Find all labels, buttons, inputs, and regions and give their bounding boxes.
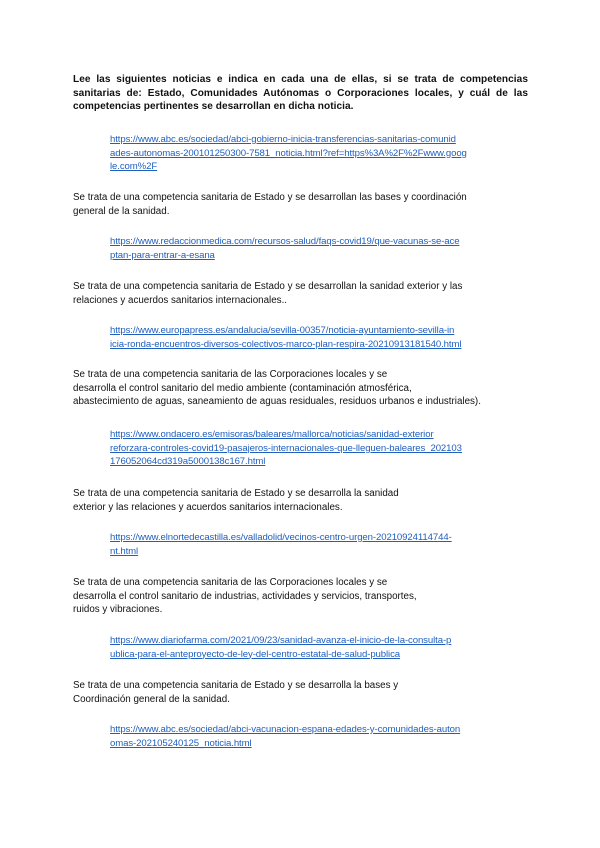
link-line: le.com%2F — [110, 161, 158, 173]
news-link-7[interactable] — [110, 723, 528, 750]
news-link-5[interactable] — [110, 531, 528, 558]
link-line: https://www.elnortedecastilla.es/valladolid/vecinos-centro-urgen-20210924114744- — [110, 532, 452, 543]
answer-line: Se trata de una competencia sanitaria de Estado y se desarrolla la sanidad — [73, 488, 399, 499]
link-line: https://www.europapress.es/andalucia/sevilla-00357/noticia-ayuntamiento-sevilla-in — [110, 325, 455, 336]
answer-line: Se trata de una competencia sanitaria de Estado y se desarrollan la sanidad exterior y las — [73, 281, 463, 292]
news-link-2[interactable] — [110, 235, 528, 262]
answer-4 — [73, 487, 528, 514]
news-link-3[interactable] — [110, 324, 528, 351]
link-line: nt.html — [110, 545, 139, 557]
link-line: ptan-para-entrar-a-esana — [110, 249, 215, 261]
answer-3 — [73, 368, 528, 409]
answer-line: Coordinación general de la sanidad. — [73, 693, 230, 705]
answer-line: abastecimiento de aguas, saneamiento de aguas residuales, residuos urbanos e industriales). — [73, 396, 481, 408]
link-line: ublica-para-el-anteproyecto-de-ley-del-centro-estatal-de-salud-publica — [110, 648, 401, 660]
answer-line: desarrolla el control sanitario de industrias, actividades y servicios, transportes, — [73, 590, 417, 602]
news-link-6[interactable] — [110, 634, 528, 661]
news-link-1[interactable] — [110, 133, 528, 174]
answer-line: Se trata de una competencia sanitaria de las Corporaciones locales y se — [73, 577, 388, 588]
link-line: ades-autonomas-200101250300-7581_noticia.html?ref=https%3A%2F%2Fwww.goog — [110, 147, 467, 159]
answer-line: exterior y las relaciones y acuerdos sanitarios internacionales. — [73, 501, 343, 513]
link-line: reforzara-controles-covid19-pasajeros-internacionales-que-lleguen-baleares_202103 — [110, 442, 462, 454]
link-line: 176052064cd319a5000138c167.html — [110, 456, 266, 468]
answer-5 — [73, 576, 528, 617]
link-line: https://www.ondacero.es/emisoras/baleares/mallorca/noticias/sanidad-exterior — [110, 429, 434, 440]
link-line: omas-202105240125_noticia.html — [110, 737, 252, 749]
link-line: https://www.abc.es/sociedad/abci-gobierno-inicia-transferencias-sanitarias-comunid — [110, 134, 456, 145]
link-line: https://www.redaccionmedica.com/recursos-salud/faqs-covid19/que-vacunas-se-ace — [110, 236, 460, 247]
link-line: icia-ronda-encuentros-diversos-colectivos-marco-plan-respira-20210913181540.html — [110, 338, 462, 350]
answer-1 — [73, 191, 528, 218]
news-link-4[interactable] — [110, 428, 528, 469]
answer-6 — [73, 679, 528, 706]
answer-line: general de la sanidad. — [73, 205, 170, 217]
answer-line: Se trata de una competencia sanitaria de Estado y se desarrollan las bases y coordinación — [73, 192, 467, 203]
answer-2 — [73, 280, 528, 307]
link-line: https://www.diariofarma.com/2021/09/23/sanidad-avanza-el-inicio-de-la-consulta-p — [110, 635, 452, 646]
answer-line: desarrolla el control sanitario del medio ambiente (contaminación atmosférica, — [73, 382, 412, 394]
answer-line: relaciones y acuerdos sanitarios internacionales.. — [73, 294, 288, 306]
answer-line: Se trata de una competencia sanitaria de las Corporaciones locales y se — [73, 369, 388, 380]
answer-line: Se trata de una competencia sanitaria de Estado y se desarrolla la bases y — [73, 680, 399, 691]
instructions-paragraph: Lee las siguientes noticias e indica en cada una de ellas, si se trata de competencias sanitarias de: Estado, Comunidades Autónomas o Corporaciones locales, y cuál de las competencias pertinentes se desarrollan en dicha noticia. — [73, 74, 528, 113]
answer-line: ruidos y vibraciones. — [73, 604, 163, 616]
link-line: https://www.abc.es/sociedad/abci-vacunacion-espana-edades-y-comunidades-auton — [110, 724, 461, 735]
